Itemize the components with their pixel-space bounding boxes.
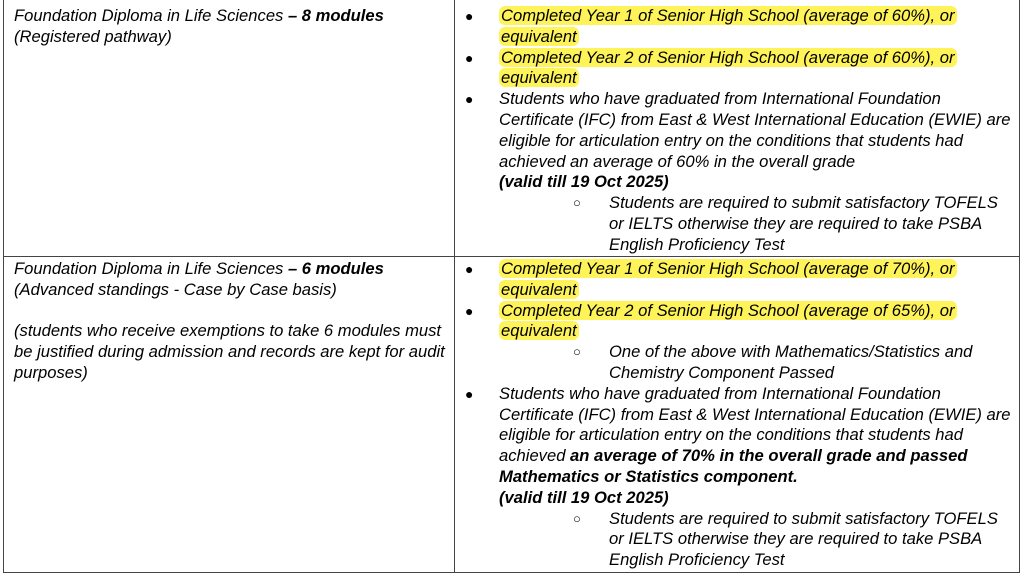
programme-title: Foundation Diploma in Life Sciences – 8 modules <box>14 6 384 25</box>
bullet-icon: ● <box>465 91 474 108</box>
bullet-icon: ● <box>465 302 474 319</box>
requirements-cell <box>455 0 1020 257</box>
list-item: ● Completed Year 1 of Senior High School (average of 60%), or equivalent <box>465 6 955 46</box>
validity-note: (valid till 19 Oct 2025) <box>499 172 669 192</box>
programme-pathway: (Advanced standings - Case by Case basis) <box>14 279 337 299</box>
list-item: ● Students who have graduated from International Foundation Certificate (IFC) from East & West International Education (EWIE) are eligible for articulation entry on the conditions that students had achieved an average of 60% in the overall grade (valid till 19 Oct 2025) ○ Students are required to submit satisfactory TOFELS or IELTS otherwise they are required to take PSBA English Proficiency Test <box>461 89 1013 255</box>
bullet-icon: ● <box>465 261 474 277</box>
programme-cell <box>4 0 455 257</box>
requirements-list <box>461 6 1013 256</box>
programme-cell <box>4 257 455 573</box>
list-item: ● Students who have graduated from International Foundation Certificate (IFC) from East & West International Education (EWIE) are eligible for articulation entry on the conditions that students had achieved an average of 70% in the overall grade and passed Mathematics or Statistics component. (valid till 19 Oct 2025) ○ Students are required to submit satisfactory TOFELS or IELTS otherwise they are required to take PSBA English Proficiency Test <box>461 384 1013 571</box>
list-item: ● Completed Year 2 of Senior High School (average of 60%), or equivalent <box>465 47 955 88</box>
table-row <box>4 0 1020 257</box>
list-item: ○ One of the above with Mathematics/Statistics and Chemistry Component Passed <box>573 342 973 382</box>
spacer <box>14 301 446 322</box>
list-item: ○ Students are required to submit satisfactory TOFELS or IELTS otherwise they are required to take PSBA English Proficiency Test <box>573 508 998 570</box>
list-item: ● Completed Year 2 of Senior High School (average of 65%), or equivalent ○ One of the above with Mathematics/Statistics and Chemistry Component Passed <box>461 301 1013 384</box>
sub-list <box>499 342 1013 384</box>
requirements-cell <box>455 257 1020 573</box>
list-item: ○ Students are required to submit satisfactory TOFELS or IELTS otherwise they are required to take PSBA English Proficiency Test <box>573 193 998 254</box>
programme-pathway: (Registered pathway) <box>14 26 172 46</box>
programme-title: Foundation Diploma in Life Sciences – 6 modules <box>14 259 384 278</box>
list-item: ● Completed Year 1 of Senior High School (average of 70%), or equivalent <box>465 259 955 299</box>
bullet-icon: ● <box>465 49 474 66</box>
programme-note: (students who receive exemptions to take 6 modules must be justified during admission and records are kept for audit purposes) <box>14 321 445 382</box>
requirements-table <box>3 0 1020 573</box>
table-row <box>4 257 1020 573</box>
bullet-icon: ● <box>465 385 474 402</box>
bullet-icon: ● <box>465 8 474 24</box>
circle-bullet-icon: ○ <box>573 344 581 360</box>
circle-bullet-icon: ○ <box>573 510 581 526</box>
sub-list <box>499 193 1013 255</box>
validity-note: (valid till 19 Oct 2025) <box>499 487 669 507</box>
requirements-list <box>461 259 1013 571</box>
circle-bullet-icon: ○ <box>573 195 581 211</box>
sub-list <box>499 509 1013 571</box>
